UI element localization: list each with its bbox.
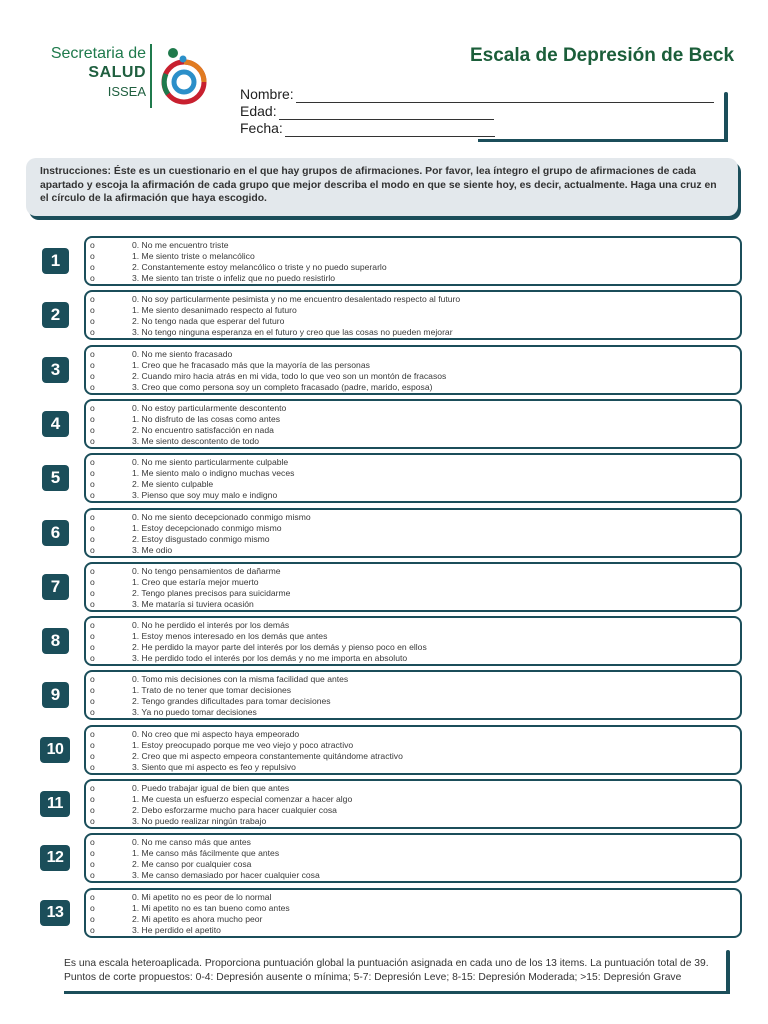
- answer-option-text: 2. No encuentro satisfacción en nada: [132, 425, 274, 435]
- answer-option-text: 1. Me cuesta un esfuerzo especial comenzar a hacer algo: [132, 794, 353, 804]
- question-number-badge: 11: [40, 791, 70, 817]
- answer-circle-icon[interactable]: o: [90, 251, 95, 261]
- answer-circle-icon[interactable]: o: [90, 751, 95, 761]
- answer-option-text: 2. Debo esforzarme mucho para hacer cualquier cosa: [132, 805, 337, 815]
- answer-circle-icon[interactable]: o: [90, 294, 95, 304]
- question-number-badge: 4: [42, 411, 69, 437]
- instructions-panel: Instrucciones: Éste es un cuestionario en el que hay grupos de afirmaciones. Por favor, lea íntegro el grupo de afirmaciones de cada apartado y escoja la afirmación de cada grupo que mejor describa el modo en que se siente hoy, es decir, actualmente. Haga una cruz en el círculo de la afirmación que haya escogido.: [26, 158, 738, 216]
- secretaria-salud-logo: [42, 44, 222, 110]
- answer-option-text: 1. Estoy decepcionado conmigo mismo: [132, 523, 282, 533]
- answer-option[interactable]: [90, 620, 289, 631]
- document-title: Escala de Depresión de Beck: [470, 45, 735, 66]
- answer-option[interactable]: [90, 457, 288, 468]
- answer-option-text: 2. Me siento culpable: [132, 479, 214, 489]
- answer-option[interactable]: [90, 468, 294, 479]
- answer-option[interactable]: [90, 240, 229, 251]
- answer-option-text: 2. Constantemente estoy melancólico o triste y no puedo superarlo: [132, 262, 387, 272]
- answer-option[interactable]: [90, 642, 427, 653]
- answer-circle-icon[interactable]: o: [90, 696, 95, 706]
- answer-option-text: 0. No tengo pensamientos de dañarme: [132, 566, 281, 576]
- answer-circle-icon[interactable]: o: [90, 588, 95, 598]
- answer-circle-icon[interactable]: o: [90, 620, 95, 630]
- answer-circle-icon[interactable]: o: [90, 425, 95, 435]
- answer-circle-icon[interactable]: o: [90, 870, 95, 880]
- answer-option[interactable]: [90, 805, 337, 816]
- answer-circle-icon[interactable]: o: [90, 816, 95, 826]
- answer-option[interactable]: [90, 316, 284, 327]
- fecha-label: Fecha:: [240, 120, 283, 136]
- answer-circle-icon[interactable]: o: [90, 762, 95, 772]
- answer-option-text: 1. Creo que estaría mejor muerto: [132, 577, 259, 587]
- fecha-line[interactable]: [285, 122, 495, 137]
- answer-circle-icon[interactable]: o: [90, 653, 95, 663]
- answer-option[interactable]: [90, 816, 266, 827]
- answer-option-text: 1. Me siento desanimado respecto al futuro: [132, 305, 297, 315]
- answer-option[interactable]: [90, 294, 460, 305]
- answer-circle-icon[interactable]: o: [90, 468, 95, 478]
- answer-option-text: 3. Ya no puedo tomar decisiones: [132, 707, 257, 717]
- answer-circle-icon[interactable]: o: [90, 740, 95, 750]
- answer-circle-icon[interactable]: o: [90, 349, 95, 359]
- answer-option[interactable]: [90, 479, 213, 490]
- answer-option-text: 1. Me canso más fácilmente que antes: [132, 848, 280, 858]
- question-10-box: [84, 725, 742, 775]
- answer-option[interactable]: [90, 870, 320, 881]
- answer-option-text: 1. Creo que he fracasado más que la mayoría de las personas: [132, 360, 370, 370]
- logo-divider: [150, 44, 152, 108]
- answer-option-text: 3. Me siento tan triste o infeliz que no puedo resistirlo: [132, 273, 336, 283]
- answer-circle-icon[interactable]: o: [90, 892, 95, 902]
- scoring-note-text: Es una escala heteroaplicada. Proporciona puntuación global la puntuación asignada en cada uno de los 13 items. La puntuación total de 39. Puntos de corte propuestos: 0-4: Depresión ausente o mínima; 5-7: Depresión Leve; 8-15: Depresión Moderada; >15: Depresión Grave: [64, 958, 709, 983]
- answer-option-text: 2. Me canso por cualquier cosa: [132, 859, 252, 869]
- answer-option-text: 0. Puedo trabajar igual de bien que antes: [132, 783, 290, 793]
- answer-option-text: 2. No tengo nada que esperar del futuro: [132, 316, 285, 326]
- question-number-badge: 5: [42, 465, 69, 491]
- answer-option-text: 1. No disfruto de las cosas como antes: [132, 414, 281, 424]
- answer-option-text: 2. Mi apetito es ahora mucho peor: [132, 914, 263, 924]
- answer-option[interactable]: [90, 696, 331, 707]
- answer-circle-icon[interactable]: o: [90, 512, 95, 522]
- answer-option[interactable]: [90, 729, 299, 740]
- answer-option[interactable]: [90, 349, 232, 360]
- answer-option[interactable]: [90, 305, 297, 316]
- nombre-label: Nombre:: [240, 86, 294, 102]
- answer-circle-icon[interactable]: o: [90, 848, 95, 858]
- edad-label: Edad:: [240, 103, 277, 119]
- answer-circle-icon[interactable]: o: [90, 925, 95, 935]
- answer-circle-icon[interactable]: o: [90, 674, 95, 684]
- answer-option-text: 0. No me siento particularmente culpable: [132, 457, 289, 467]
- answer-circle-icon[interactable]: o: [90, 316, 95, 326]
- answer-option-text: 2. Cuando miro hacia atrás en mi vida, todo lo que veo son un montón de fracasos: [132, 371, 447, 381]
- answer-option-text: 3. Me canso demasiado por hacer cualquier cosa: [132, 870, 320, 880]
- answer-option[interactable]: [90, 837, 251, 848]
- nombre-field[interactable]: [240, 86, 728, 103]
- answer-option[interactable]: [90, 414, 280, 425]
- question-number-badge: 3: [42, 357, 69, 383]
- answer-option[interactable]: [90, 859, 251, 870]
- question-1-box: [84, 236, 742, 286]
- answer-option-text: 3. Siento que mi aspecto es feo y repulsivo: [132, 762, 296, 772]
- answer-circle-icon[interactable]: o: [90, 382, 95, 392]
- answer-option-text: 2. Estoy disgustado conmigo mismo: [132, 534, 270, 544]
- answer-circle-icon[interactable]: o: [90, 305, 95, 315]
- answer-circle-icon[interactable]: o: [90, 479, 95, 489]
- scoring-note: [52, 950, 730, 994]
- answer-option-text: 1. Me siento malo o indigno muchas veces: [132, 468, 295, 478]
- answer-option[interactable]: [90, 534, 270, 545]
- fields-frame: [724, 92, 728, 142]
- answer-option-text: 1. Mi apetito no es tan bueno como antes: [132, 903, 290, 913]
- answer-option[interactable]: [90, 653, 407, 664]
- question-3-box: [84, 345, 742, 395]
- answer-option[interactable]: [90, 751, 403, 762]
- answer-circle-icon[interactable]: o: [90, 914, 95, 924]
- answer-option-text: 3. Me odio: [132, 545, 173, 555]
- answer-option[interactable]: [90, 794, 352, 805]
- answer-option[interactable]: [90, 490, 277, 501]
- answer-option-text: 3. He perdido el apetito: [132, 925, 221, 935]
- answer-option[interactable]: [90, 783, 289, 794]
- answer-option[interactable]: [90, 914, 262, 925]
- answer-option[interactable]: [90, 740, 353, 751]
- answer-option[interactable]: [90, 382, 432, 393]
- answer-option[interactable]: [90, 360, 370, 371]
- logo-line-2: SALUD: [88, 64, 146, 81]
- answer-circle-icon[interactable]: o: [90, 414, 95, 424]
- answer-option-text: 0. No me siento decepcionado conmigo mismo: [132, 512, 311, 522]
- question-number-badge: 10: [40, 737, 70, 763]
- answer-option[interactable]: [90, 566, 281, 577]
- edad-line[interactable]: [279, 105, 494, 120]
- answer-option-text: 2. He perdido la mayor parte del interés por los demás y pienso poco en ellos: [132, 642, 427, 652]
- answer-circle-icon[interactable]: o: [90, 642, 95, 652]
- question-number-badge: 7: [42, 574, 69, 600]
- answer-circle-icon[interactable]: o: [90, 859, 95, 869]
- answer-circle-icon[interactable]: o: [90, 403, 95, 413]
- answer-option-text: 0. No he perdido el interés por los demás: [132, 620, 290, 630]
- answer-circle-icon[interactable]: o: [90, 523, 95, 533]
- logo-text: [42, 44, 146, 100]
- answer-option-text: 0. Mi apetito no es peor de lo normal: [132, 892, 272, 902]
- question-number-badge: 6: [42, 520, 69, 546]
- answer-option-text: 2. Creo que mi aspecto empeora constantemente quitándome atractivo: [132, 751, 403, 761]
- answer-option[interactable]: [90, 685, 291, 696]
- answer-circle-icon[interactable]: o: [90, 903, 95, 913]
- answer-option-text: 1. Estoy preocupado porque me veo viejo y poco atractivo: [132, 740, 354, 750]
- answer-circle-icon[interactable]: o: [90, 577, 95, 587]
- fecha-field[interactable]: [240, 120, 728, 137]
- answer-circle-icon[interactable]: o: [90, 457, 95, 467]
- answer-option[interactable]: [90, 327, 453, 338]
- answer-option[interactable]: [90, 599, 254, 610]
- footer-frame: [726, 950, 730, 994]
- answer-option-text: 0. Tomo mis decisiones con la misma facilidad que antes: [132, 674, 349, 684]
- answer-option-text: 0. No me canso más que antes: [132, 837, 251, 847]
- patient-info-fields: [240, 86, 728, 142]
- answer-option[interactable]: [90, 577, 259, 588]
- answer-circle-icon[interactable]: o: [90, 436, 95, 446]
- answer-option[interactable]: [90, 762, 296, 773]
- answer-circle-icon[interactable]: o: [90, 371, 95, 381]
- answer-option-text: 2. Tengo planes precisos para suicidarme: [132, 588, 291, 598]
- answer-option[interactable]: [90, 631, 327, 642]
- answer-option[interactable]: [90, 273, 335, 284]
- answer-circle-icon[interactable]: o: [90, 327, 95, 337]
- answer-option-text: 0. No estoy particularmente descontento: [132, 403, 287, 413]
- logo-line-3: ISSEA: [107, 84, 146, 99]
- answer-option[interactable]: [90, 512, 311, 523]
- nombre-line[interactable]: [296, 88, 714, 103]
- answer-option[interactable]: [90, 436, 259, 447]
- answer-circle-icon[interactable]: o: [90, 729, 95, 739]
- answer-option[interactable]: [90, 903, 290, 914]
- answer-circle-icon[interactable]: o: [90, 273, 95, 283]
- answer-circle-icon[interactable]: o: [90, 360, 95, 370]
- answer-circle-icon[interactable]: o: [90, 490, 95, 500]
- answer-option[interactable]: [90, 892, 272, 903]
- answer-option-text: 0. No me siento fracasado: [132, 349, 233, 359]
- question-number-badge: 2: [42, 302, 69, 328]
- question-number-badge: 12: [40, 845, 70, 871]
- question-6-box: [84, 508, 742, 558]
- answer-option[interactable]: [90, 425, 274, 436]
- answer-circle-icon[interactable]: o: [90, 566, 95, 576]
- answer-option-text: 3. He perdido todo el interés por los demás y no me importa en absoluto: [132, 653, 408, 663]
- question-9-box: [84, 670, 742, 720]
- answer-option[interactable]: [90, 674, 348, 685]
- answer-option-text: 3. Pienso que soy muy malo e indigno: [132, 490, 278, 500]
- answer-circle-icon[interactable]: o: [90, 794, 95, 804]
- answer-option-text: 3. Me siento descontento de todo: [132, 436, 260, 446]
- logo-line-1: Secretaria de: [50, 45, 146, 62]
- question-number-badge: 1: [42, 248, 69, 274]
- answer-option[interactable]: [90, 523, 282, 534]
- answer-option-text: 3. No tengo ninguna esperanza en el futuro y creo que las cosas no pueden mejorar: [132, 327, 453, 337]
- answer-circle-icon[interactable]: o: [90, 599, 95, 609]
- answer-option-text: 3. No puedo realizar ningún trabajo: [132, 816, 267, 826]
- answer-option[interactable]: [90, 848, 279, 859]
- answer-option-text: 1. Estoy menos interesado en los demás que antes: [132, 631, 328, 641]
- answer-circle-icon[interactable]: o: [90, 783, 95, 793]
- answer-circle-icon[interactable]: o: [90, 805, 95, 815]
- question-12-box: [84, 833, 742, 883]
- question-5-box: [84, 453, 742, 503]
- answer-option[interactable]: [90, 545, 172, 556]
- answer-option-text: 0. No soy particularmente pesimista y no me encuentro desalentado respecto al futuro: [132, 294, 461, 304]
- answer-option[interactable]: [90, 588, 290, 599]
- answer-option[interactable]: [90, 371, 446, 382]
- answer-circle-icon[interactable]: o: [90, 707, 95, 717]
- fields-frame-bottom: [478, 139, 728, 142]
- answer-option[interactable]: [90, 403, 286, 414]
- question-2-box: [84, 290, 742, 340]
- answer-option-text: 0. No creo que mi aspecto haya empeorado: [132, 729, 300, 739]
- answer-option[interactable]: [90, 251, 255, 262]
- question-11-box: [84, 779, 742, 829]
- question-4-box: [84, 399, 742, 449]
- question-number-badge: 13: [40, 900, 70, 926]
- answer-option[interactable]: [90, 707, 257, 718]
- answer-option-text: 3. Me mataría si tuviera ocasión: [132, 599, 254, 609]
- edad-field[interactable]: [240, 103, 728, 120]
- answer-option[interactable]: [90, 262, 387, 273]
- answer-circle-icon[interactable]: o: [90, 240, 95, 250]
- answer-option-text: 2. Tengo grandes dificultades para tomar decisiones: [132, 696, 331, 706]
- answer-circle-icon[interactable]: o: [90, 631, 95, 641]
- answer-option-text: 3. Creo que como persona soy un completo fracasado (padre, marido, esposa): [132, 382, 433, 392]
- answer-option-text: 1. Me siento triste o melancólico: [132, 251, 255, 261]
- question-number-badge: 8: [42, 628, 69, 654]
- answer-circle-icon[interactable]: o: [90, 545, 95, 555]
- answer-circle-icon[interactable]: o: [90, 534, 95, 544]
- question-13-box: [84, 888, 742, 938]
- footer-frame-bottom: [64, 991, 730, 994]
- answer-option[interactable]: [90, 925, 221, 936]
- answer-option-text: 0. No me encuentro triste: [132, 240, 229, 250]
- answer-option-text: 1. Trato de no tener que tomar decisiones: [132, 685, 292, 695]
- question-number-badge: 9: [42, 682, 69, 708]
- answer-circle-icon[interactable]: o: [90, 685, 95, 695]
- issea-emblem-icon: [154, 44, 214, 108]
- answer-circle-icon[interactable]: o: [90, 262, 95, 272]
- answer-circle-icon[interactable]: o: [90, 837, 95, 847]
- question-7-box: [84, 562, 742, 612]
- question-8-box: [84, 616, 742, 666]
